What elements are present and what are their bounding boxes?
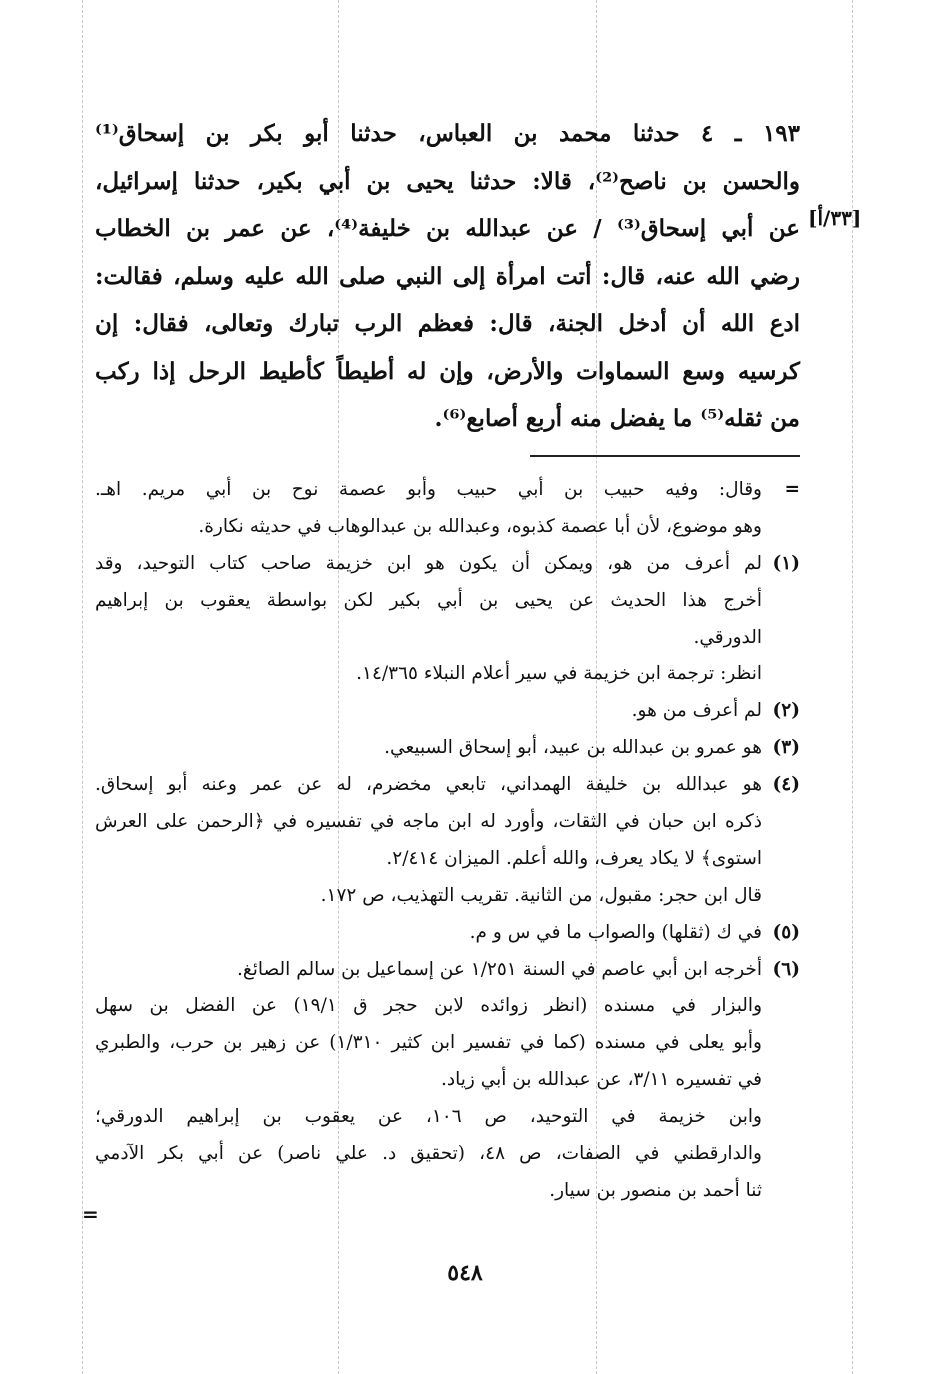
footnote-line: والدارقطني في الصفات، ص ٤٨، (تحقيق د. علي ناصر) عن أبي بكر الآدمي xyxy=(95,1143,762,1165)
footnote-line: قال ابن حجر: مقبول، من الثانية. تقريب التهذيب، ص ١٧٢. xyxy=(320,884,762,906)
hadith-text xyxy=(95,110,800,443)
footnote-number: (٦) xyxy=(772,958,800,980)
footnote-number: (٢) xyxy=(772,700,800,722)
footnote-line: والبزار في مسنده (انظر زوائده لابن حجر ق ١٩/١) عن الفضل بن سهل xyxy=(95,995,762,1017)
footnote-line: انظر: ترجمة ابن خزيمة في سير أعلام النبلاء ١٤/٣٦٥. xyxy=(356,663,762,685)
hadith-line: عن أبي إسحاق⁽³⁾ / عن عبدالله بن خليفة⁽⁴⁾، عن عمر بن الخطاب xyxy=(95,215,800,242)
footnote-number: (٤) xyxy=(772,774,800,796)
footnote-line: وهو موضوع، لأن أبا عصمة كذبوه، وعبدالله بن عبدالوهاب في حديثه نكارة. xyxy=(198,515,762,537)
footnote-line: الدورقي. xyxy=(693,626,762,648)
footnote-line: وأبو يعلى في مسنده (كما في تفسير ابن كثير ١/٣١٠) عن زهير بن حرب، والطبري xyxy=(95,1032,762,1054)
scan-guide-line xyxy=(82,0,83,1374)
footnote-line: (٤) هو عبدالله بن خليفة الهمداني، تابعي مخضرم، له عن عمر وعنه أبو إسحاق. xyxy=(95,767,800,804)
margin-manuscript-ref: [٣٣/أ] xyxy=(808,206,862,230)
hadith-line: ١٩٣ ـ ٤ حدثنا محمد بن العباس، حدثنا أبو بكر بن إسحاق⁽¹⁾ xyxy=(95,120,800,147)
hadith-line: ادع الله أن أدخل الجنة، قال: فعظم الرب تبارك وتعالى، فقال: إن xyxy=(95,310,800,337)
footnote-line: وابن خزيمة في التوحيد، ص ١٠٦، عن يعقوب بن إبراهيم الدورقي؛ xyxy=(95,1106,762,1128)
hadith-line: رضي الله عنه، قال: أتت امرأة إلى النبي صلى الله عليه وسلم، فقالت: xyxy=(95,262,800,290)
page-number: ٥٤٨ xyxy=(447,1260,483,1286)
footnote-line: (٣) هو عمرو بن عبدالله بن عبيد، أبو إسحاق السبيعي. xyxy=(95,730,800,767)
footnote-number: = xyxy=(784,479,800,500)
hadith-line: كرسيه وسع السماوات والأرض، وإن له أطيطاً كأطيط الرحل إذا ركب xyxy=(95,357,800,385)
footnote-line: (٦) أخرجه ابن أبي عاصم في السنة ١/٢٥١ عن إسماعيل بن سالم الصائغ. xyxy=(95,952,800,989)
footnote-line: أخرج هذا الحديث عن يحيى بن أبي بكير لكن بواسطة يعقوب بن إبراهيم xyxy=(95,589,762,611)
hadith-line: من ثقله⁽⁵⁾ ما يفضل منه أربع أصابع⁽⁶⁾. xyxy=(434,405,800,432)
footnote-line: (١) لم أعرف من هو، ويمكن أن يكون هو ابن خزيمة صاحب كتاب التوحيد، وقد xyxy=(95,546,800,583)
footnotes xyxy=(95,472,800,1210)
footnote-line: ذكره ابن حبان في الثقات، وأورد له ابن ماجه في تفسيره في ﴿الرحمن على العرش xyxy=(95,811,762,833)
footnote-line: (٥) في ك (ثقلها) والصواب ما في س و م. xyxy=(95,915,800,952)
footnote-line: = وقال: وفيه حبيب بن أبي حبيب وأبو عصمة نوح بن أبي مريم. اهـ. xyxy=(95,472,800,509)
continuation-mark: = xyxy=(82,1202,99,1226)
footnote-number: (١) xyxy=(772,552,800,574)
footnote-line: في تفسيره ٣/١١، عن عبدالله بن أبي زياد. xyxy=(440,1069,762,1091)
footnote-separator xyxy=(530,455,800,457)
footnote-line: استوى﴾ لا يكاد يعرف، والله أعلم. الميزان ٢/٤١٤. xyxy=(386,847,762,869)
footnote-line: (٢) لم أعرف من هو. xyxy=(95,693,800,730)
hadith-line: والحسن بن ناصح⁽²⁾، قالا: حدثنا يحيى بن أبي بكير، حدثنا إسرائيل، xyxy=(95,167,800,195)
footnote-number: (٣) xyxy=(772,737,800,759)
footnote-number: (٥) xyxy=(772,921,800,943)
footnote-line: ثنا أحمد بن منصور بن سيار. xyxy=(549,1179,762,1201)
